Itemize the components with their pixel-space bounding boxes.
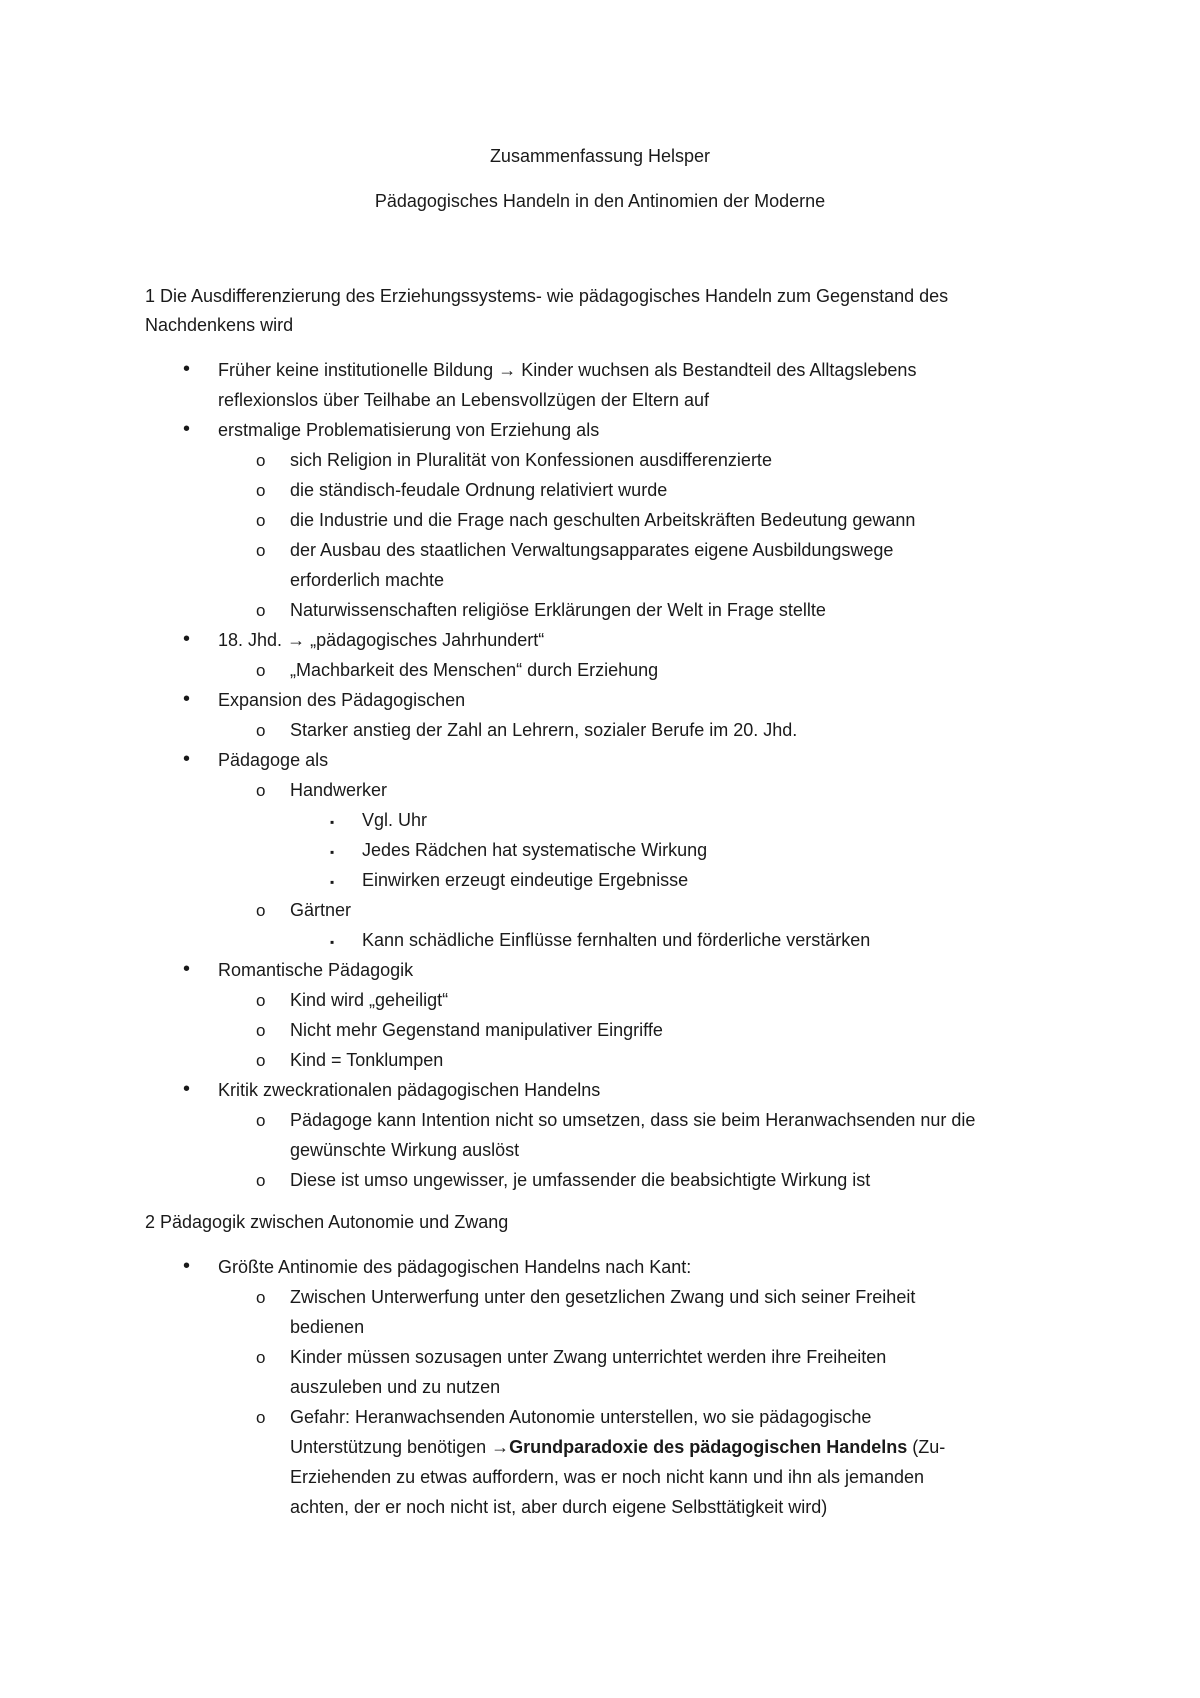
bullet-2: o bbox=[256, 1111, 266, 1130]
bold-term: Grundparadoxie des pädagogischen Handelns bbox=[509, 1437, 908, 1457]
bullet-2: o bbox=[256, 601, 266, 620]
list-item: die ständisch-feudale Ordnung relativiert wurde bbox=[290, 480, 668, 500]
list-item: erstmalige Problematisierung von Erziehung als bbox=[218, 420, 600, 440]
list-item: Handwerker bbox=[290, 780, 388, 800]
bullet-2: o bbox=[256, 781, 266, 800]
list-item: Kind wird „geheiligt“ bbox=[290, 990, 449, 1010]
list-item: Gefahr: Heranwachsenden Autonomie unterstellen, wo sie pädagogische bbox=[290, 1407, 872, 1427]
list-item-continuation: achten, der er noch nicht ist, aber durch eigene Selbsttätigkeit wird) bbox=[290, 1497, 828, 1517]
bullet-3: ▪ bbox=[330, 845, 335, 859]
list-item-continuation: bedienen bbox=[290, 1317, 365, 1337]
bullet-2: o bbox=[256, 1408, 266, 1427]
section-1-heading-line-1: 1 Die Ausdifferenzierung des Erziehungssystems- wie pädagogisches Handeln zum Gegenstand des bbox=[145, 286, 949, 306]
bullet-3: ▪ bbox=[330, 935, 335, 949]
list-item: Pädagoge als bbox=[218, 750, 329, 770]
bullet-1: • bbox=[183, 688, 191, 710]
arrow-icon: → bbox=[491, 1437, 510, 1457]
bullet-1: • bbox=[183, 958, 191, 980]
list-item: Diese ist umso ungewisser, je umfassender die beabsichtigte Wirkung ist bbox=[290, 1170, 871, 1190]
list-item-continuation: Erziehenden zu etwas auffordern, was er noch nicht kann und ihn als jemanden bbox=[290, 1467, 925, 1487]
list-item: Naturwissenschaften religiöse Erklärungen der Welt in Frage stellte bbox=[290, 600, 826, 620]
arrow-icon: → bbox=[498, 360, 517, 380]
list-item: Zwischen Unterwerfung unter den gesetzlichen Zwang und sich seiner Freiheit bbox=[290, 1287, 916, 1307]
bullet-2: o bbox=[256, 991, 266, 1010]
list-item: „Machbarkeit des Menschen“ durch Erziehung bbox=[290, 660, 659, 680]
bullet-2: o bbox=[256, 451, 266, 470]
bullet-1: • bbox=[183, 1255, 191, 1277]
list-item: Nicht mehr Gegenstand manipulativer Eingriffe bbox=[290, 1020, 663, 1040]
bullet-1: • bbox=[183, 358, 191, 380]
bullet-3: ▪ bbox=[330, 815, 335, 829]
list-item: Einwirken erzeugt eindeutige Ergebnisse bbox=[362, 870, 689, 890]
list-item-continuation: Unterstützung benötigen →Grundparadoxie des pädagogischen Handelns (Zu- bbox=[290, 1437, 946, 1457]
document-title: Zusammenfassung Helsper bbox=[489, 146, 711, 166]
list-item: Kind = Tonklumpen bbox=[290, 1050, 444, 1070]
bullet-2: o bbox=[256, 1348, 266, 1367]
list-item: Pädagoge kann Intention nicht so umsetzen, dass sie beim Heranwachsenden nur die bbox=[290, 1110, 976, 1130]
list-item: Starker anstieg der Zahl an Lehrern, sozialer Berufe im 20. Jhd. bbox=[290, 720, 798, 740]
list-item: Vgl. Uhr bbox=[362, 810, 428, 830]
list-item: sich Religion in Pluralität von Konfessionen ausdifferenzierte bbox=[290, 450, 772, 470]
document-subtitle: Pädagogisches Handeln in den Antinomien der Moderne bbox=[374, 191, 826, 211]
list-item-continuation: gewünschte Wirkung auslöst bbox=[290, 1140, 520, 1160]
list-item: die Industrie und die Frage nach geschulten Arbeitskräften Bedeutung gewann bbox=[290, 510, 916, 530]
section-1-heading-line-2: Nachdenkens wird bbox=[145, 315, 294, 335]
section-1-heading bbox=[145, 282, 1065, 340]
bullet-2: o bbox=[256, 721, 266, 740]
bullet-1: • bbox=[183, 1078, 191, 1100]
list-item: Kinder müssen sozusagen unter Zwang unterrichtet werden ihre Freiheiten bbox=[290, 1347, 887, 1367]
list-item: Größte Antinomie des pädagogischen Handelns nach Kant: bbox=[218, 1257, 692, 1277]
bullet-2: o bbox=[256, 1288, 266, 1307]
list-item-continuation: erforderlich machte bbox=[290, 570, 445, 590]
list-item: Kritik zweckrationalen pädagogischen Handelns bbox=[218, 1080, 601, 1100]
list-item-continuation: auszuleben und zu nutzen bbox=[290, 1377, 501, 1397]
list-item: Früher keine institutionelle Bildung → Kinder wuchsen als Bestandteil des Alltagslebens bbox=[218, 360, 917, 380]
bullet-1: • bbox=[183, 628, 191, 650]
bullet-1: • bbox=[183, 418, 191, 440]
list-item: 18. Jhd. → „pädagogisches Jahrhundert“ bbox=[218, 630, 545, 650]
bullet-2: o bbox=[256, 1171, 266, 1190]
list-item: Kann schädliche Einflüsse fernhalten und förderliche verstärken bbox=[362, 930, 871, 950]
bullet-2: o bbox=[256, 511, 266, 530]
list-item: Gärtner bbox=[290, 900, 352, 920]
bullet-1: • bbox=[183, 748, 191, 770]
bullet-3: ▪ bbox=[330, 875, 335, 889]
bullet-2: o bbox=[256, 1021, 266, 1040]
bullet-2: o bbox=[256, 901, 266, 920]
list-item: Romantische Pädagogik bbox=[218, 960, 414, 980]
section-2-heading: 2 Pädagogik zwischen Autonomie und Zwang bbox=[145, 1212, 509, 1232]
bullet-2: o bbox=[256, 1051, 266, 1070]
arrow-icon: → bbox=[287, 630, 306, 650]
bullet-2: o bbox=[256, 541, 266, 560]
bullet-2: o bbox=[256, 481, 266, 500]
list-item-continuation: reflexionslos über Teilhabe an Lebensvollzügen der Eltern auf bbox=[218, 390, 709, 410]
list-item: Expansion des Pädagogischen bbox=[218, 690, 466, 710]
list-item: Jedes Rädchen hat systematische Wirkung bbox=[362, 840, 708, 860]
list-item: der Ausbau des staatlichen Verwaltungsapparates eigene Ausbildungswege bbox=[290, 540, 894, 560]
bullet-2: o bbox=[256, 661, 266, 680]
